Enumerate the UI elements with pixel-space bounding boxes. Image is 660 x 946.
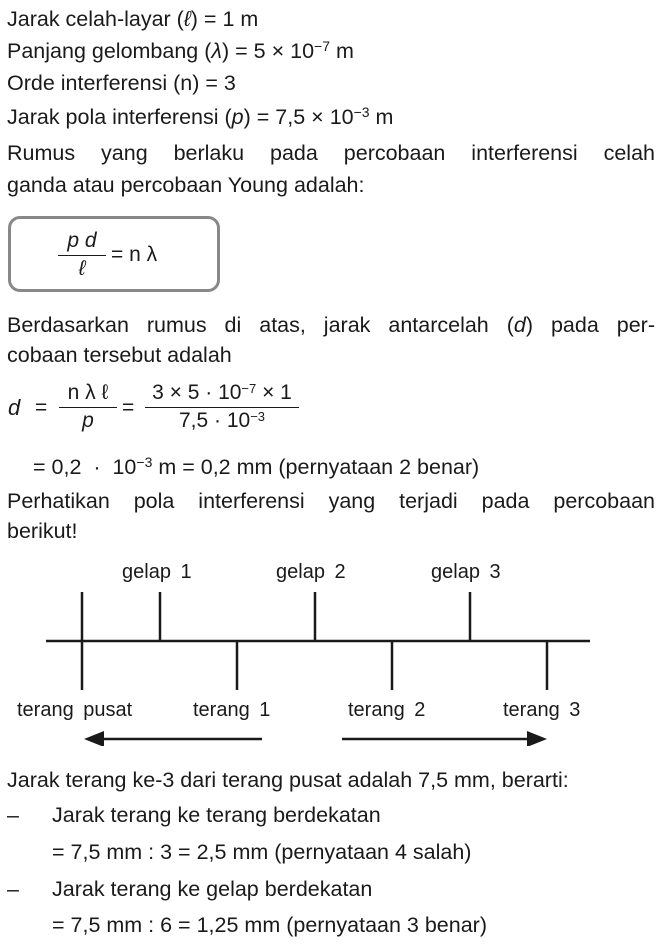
- formula-numerator: p d: [58, 229, 106, 256]
- derivation-line-2: cobaan tersebut adalah: [7, 343, 232, 367]
- text: ) = 1 m: [190, 7, 259, 31]
- symbol-p: p: [231, 105, 244, 129]
- symbol-lambda: λ: [211, 39, 222, 63]
- formula-denominator: ℓ: [78, 257, 86, 280]
- text: Jarak pola interferensi (: [7, 105, 232, 129]
- conclusion-item-2-calc: = 7,5 mm : 6 = 1,25 mm (pernyataan 3 benar): [52, 913, 487, 937]
- equation-fraction-2: [145, 381, 299, 433]
- equation-result: [33, 455, 479, 479]
- interference-diagram: [0, 586, 660, 746]
- intro-line-2: ganda atau percobaan Young adalah:: [7, 173, 365, 197]
- equation-fraction-1: [59, 381, 117, 433]
- equation-lhs: d: [8, 395, 21, 420]
- equation-equals-2: =: [122, 396, 135, 419]
- text: ) = 7,5 × 10: [243, 105, 354, 129]
- pattern-intro-line-2: berikut!: [7, 519, 78, 543]
- conclusion-item-2: Jarak terang ke gelap berdekatan: [52, 877, 373, 901]
- label-gelap-3: gelap 3: [431, 561, 501, 583]
- text: Jarak celah-layar (: [7, 7, 184, 31]
- conclusion-item-1: Jarak terang ke terang berdekatan: [52, 803, 381, 827]
- label-terang-2: terang 2: [348, 699, 426, 721]
- unit: m: [369, 105, 394, 129]
- formula-rhs: = n λ: [111, 243, 158, 266]
- symbol-ell: ℓ: [183, 7, 191, 31]
- given-line-distance: [7, 6, 258, 32]
- symbol-d: d: [513, 313, 526, 337]
- label-terang-pusat: terang pusat: [17, 699, 133, 721]
- formula-fraction: [58, 229, 106, 281]
- fraction-2-denominator: 7,5 · 10: [178, 409, 251, 432]
- derivation-line-1: [7, 312, 655, 338]
- conclusion-line: Jarak terang ke-3 dari terang pusat adalah 7,5 mm, berarti:: [7, 768, 569, 792]
- pattern-intro-line-1: Perhatikan pola interferensi yang terjadi pada percobaan: [7, 489, 655, 513]
- label-terang-1: terang 1: [193, 699, 271, 721]
- unit: m: [330, 39, 354, 63]
- text: m = 0,2 mm (pernyataan 2 benar): [152, 455, 480, 479]
- intro-line-1: Rumus yang berlaku pada percobaan interferensi celah: [7, 141, 655, 165]
- fraction-2-numerator: 3 × 5 · 10: [152, 381, 242, 404]
- text: Panjang gelombang (: [7, 39, 212, 63]
- given-line-order: Orde interferensi (n) = 3: [7, 71, 236, 95]
- text: × 1: [256, 381, 292, 404]
- given-line-wavelength: [7, 38, 354, 64]
- fraction-1-numerator: n λ ℓ: [59, 381, 117, 408]
- exponent: −7: [241, 381, 257, 396]
- given-line-pattern: [7, 104, 393, 130]
- fraction-1-denominator: p: [82, 409, 94, 432]
- text: ) pada per-: [525, 313, 655, 337]
- exponent: −3: [136, 454, 153, 470]
- label-gelap-2: gelap 2: [276, 561, 346, 583]
- bullet-dash-2: –: [7, 877, 19, 901]
- text: = 0,2 · 10: [33, 455, 137, 479]
- arrow-right-head-icon: [527, 731, 547, 746]
- bullet-dash-1: –: [7, 803, 19, 827]
- exponent: −3: [250, 409, 266, 424]
- text: Berdasarkan rumus di atas, jarak antarcelah (: [7, 313, 514, 337]
- text: ) = 5 × 10: [222, 39, 315, 63]
- exponent: −7: [314, 38, 331, 54]
- label-terang-3: terang 3: [503, 699, 581, 721]
- label-gelap-1: gelap 1: [122, 561, 192, 583]
- arrow-left-head-icon: [84, 731, 104, 746]
- conclusion-item-1-calc: = 7,5 mm : 3 = 2,5 mm (pernyataan 4 salah): [52, 840, 472, 864]
- exponent: −3: [353, 104, 370, 120]
- equation-equals-1: =: [35, 396, 48, 419]
